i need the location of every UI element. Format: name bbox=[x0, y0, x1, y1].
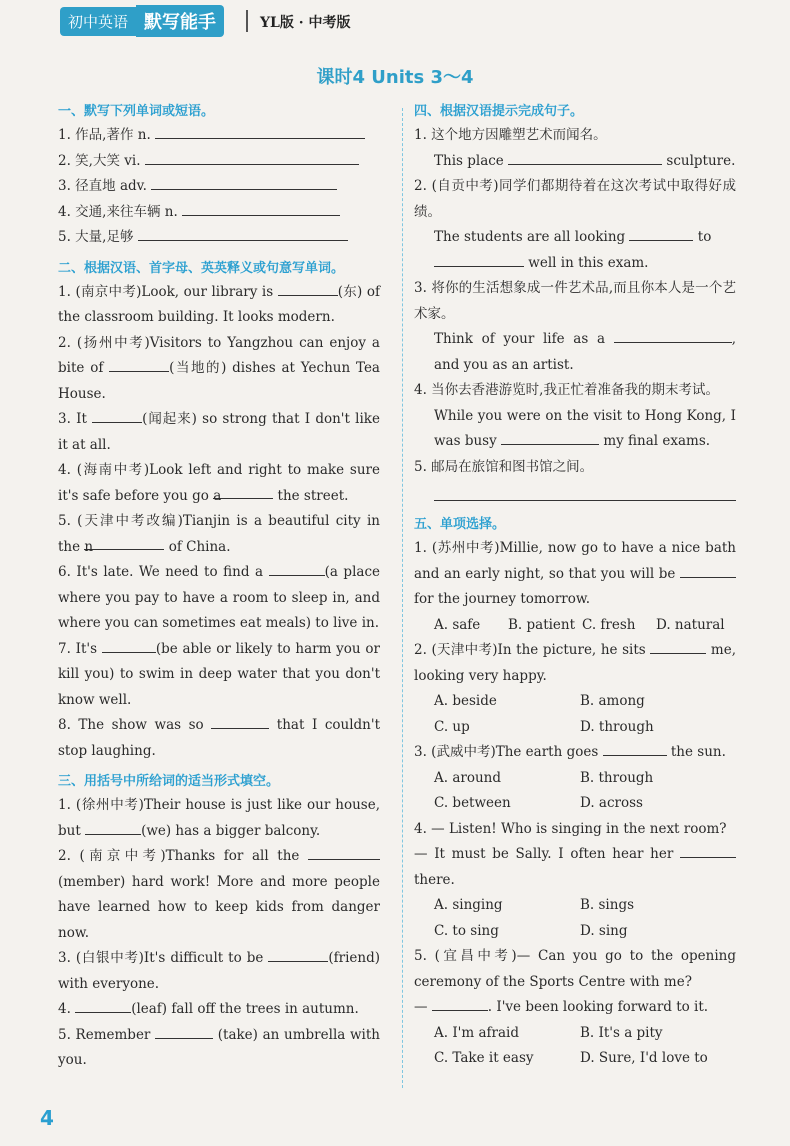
brand-small: 初中英语 bbox=[60, 7, 136, 36]
s4-q2-cn: 2. (自贡中考)同学们都期待着在这次考试中取得好成绩。 bbox=[414, 178, 736, 220]
s4-q3-cn: 3. 将你的生活想象成一件艺术品,而且你本人是一个艺术家。 bbox=[414, 280, 736, 322]
option[interactable]: D. Sure, I'd love to bbox=[580, 1050, 708, 1066]
option[interactable]: D. through bbox=[580, 718, 654, 735]
s2-q7: 7. It's (be able or likely to harm you or kill you) to swim in deep water that you don't know well. bbox=[58, 637, 380, 714]
answer-blank[interactable] bbox=[102, 638, 156, 653]
option[interactable]: B. through bbox=[580, 769, 654, 786]
answer-blank[interactable] bbox=[432, 996, 488, 1011]
option[interactable]: B. It's a pity bbox=[580, 1024, 663, 1041]
s2-q5: 5. (天津中考改编)Tianjin is a beautiful city in the n of China. bbox=[58, 513, 380, 555]
edition-label: YL版 · 中考版 bbox=[260, 15, 351, 31]
answer-blank[interactable] bbox=[614, 328, 732, 343]
s3-q5: 5. Remember (take) an umbrella with you. bbox=[58, 1023, 380, 1074]
answer-blank[interactable] bbox=[508, 150, 662, 165]
option[interactable]: B. patient bbox=[508, 616, 576, 633]
option[interactable]: C. to sing bbox=[434, 922, 499, 939]
s5-q2-options bbox=[414, 689, 736, 740]
s2-q8: 8. The show was so that I couldn't stop laughing. bbox=[58, 713, 380, 764]
section-2-heading: 二、根据汉语、首字母、英英释义或句意写单词。 bbox=[58, 260, 345, 276]
s5-q3: 3. (武威中考)The earth goes the sun. bbox=[414, 740, 736, 766]
s3-q3: 3. (白银中考)It's difficult to be (friend) with everyone. bbox=[58, 946, 380, 997]
answer-blank[interactable] bbox=[151, 175, 337, 190]
header bbox=[0, 0, 790, 42]
s4-q1-cn: 1. 这个地方因雕塑艺术而闻名。 bbox=[414, 127, 607, 143]
answer-blank[interactable] bbox=[278, 281, 338, 296]
s1-item-1: 1. 作品,著作 n. bbox=[58, 123, 380, 149]
column-divider bbox=[402, 108, 403, 1088]
answer-blank[interactable] bbox=[680, 843, 736, 858]
s1-item-3: 3. 径直地 adv. bbox=[58, 174, 380, 200]
option[interactable]: C. up bbox=[434, 718, 470, 735]
answer-line[interactable] bbox=[434, 484, 736, 501]
s4-q4-cn: 4. 当你去香港游览时,我正忙着准备我的期末考试。 bbox=[414, 382, 719, 398]
s5-q2: 2. (天津中考)In the picture, he sits me, looking very happy. bbox=[414, 638, 736, 689]
answer-blank[interactable] bbox=[603, 741, 667, 756]
s3-q4: 4. (leaf) fall off the trees in autumn. bbox=[58, 997, 380, 1023]
option[interactable]: D. natural bbox=[656, 616, 725, 633]
option[interactable]: A. beside bbox=[434, 693, 497, 709]
answer-blank[interactable] bbox=[92, 408, 142, 423]
s4-q4-en: While you were on the visit to Hong Kong, I was busy my final exams. bbox=[434, 407, 736, 449]
answer-blank[interactable] bbox=[182, 201, 340, 216]
s2-q3: 3. It (闻起来) so strong that I don't like it at all. bbox=[58, 407, 380, 458]
s5-q5: 5. (宜昌中考)— Can you go to the opening ceremony of the Sports Centre with me? — . I've been looking forward to it. bbox=[414, 948, 736, 1015]
answer-blank[interactable] bbox=[501, 430, 599, 445]
s4-q1-en: This place sculpture. bbox=[414, 149, 736, 175]
answer-blank[interactable] bbox=[75, 998, 131, 1013]
s2-q2: 2. (扬州中考)Visitors to Yangzhou can enjoy a bite of (当地的) dishes at Yechun Tea House. bbox=[58, 334, 380, 402]
answer-blank[interactable] bbox=[650, 639, 706, 654]
option[interactable]: B. among bbox=[580, 693, 645, 709]
answer-blank[interactable] bbox=[268, 947, 328, 962]
s5-q4-options bbox=[414, 893, 736, 944]
option[interactable]: C. between bbox=[434, 795, 511, 811]
section-4-heading: 四、根据汉语提示完成句子。 bbox=[414, 104, 584, 119]
option[interactable]: A. I'm afraid bbox=[434, 1024, 519, 1041]
s1-item-4: 4. 交通,来往车辆 n. bbox=[58, 200, 380, 226]
answer-blank[interactable] bbox=[138, 226, 348, 241]
s5-q5-options bbox=[414, 1021, 736, 1072]
s4-q5-cn: 5. 邮局在旅馆和图书馆之间。 bbox=[414, 458, 594, 475]
s5-q1: 1. (苏州中考)Millie, now go to have a nice bath and an early night, so that you will be for the journey tomorrow. bbox=[414, 540, 736, 607]
answer-blank[interactable] bbox=[211, 714, 269, 729]
option[interactable]: A. around bbox=[434, 769, 501, 786]
lesson-title: 课时4 Units 3～4 bbox=[316, 67, 474, 88]
s4-q3-en: Think of your life as a , and you as an artist. bbox=[414, 327, 736, 378]
s3-q2: 2. (南京中考)Thanks for all the (member) hard work! More and more people have learned how to keep kids from danger now. bbox=[58, 844, 380, 946]
page-number: 4 bbox=[40, 1106, 54, 1130]
option[interactable]: D. across bbox=[580, 795, 643, 811]
section-3-heading: 三、用括号中所给词的适当形式填空。 bbox=[58, 774, 280, 789]
brand-big: 默写能手 bbox=[136, 5, 224, 37]
option[interactable]: C. fresh bbox=[582, 616, 636, 633]
s1-item-2: 2. 笑,大笑 vi. bbox=[58, 149, 380, 175]
section-1-heading: 一、默写下列单词或短语。 bbox=[58, 104, 215, 119]
option[interactable]: A. singing bbox=[434, 897, 503, 913]
s3-q1: 1. (徐州中考)Their house is just like our house, but (we) has a bigger balcony. bbox=[58, 797, 380, 839]
answer-blank[interactable] bbox=[269, 561, 325, 576]
answer-blank[interactable]: a bbox=[213, 484, 273, 499]
answer-blank[interactable]: n bbox=[84, 535, 164, 550]
s5-q3-options bbox=[414, 766, 736, 817]
s5-q4: 4. — Listen! Who is singing in the next room? — It must be Sally. I often hear her there. bbox=[414, 817, 736, 894]
section-5-heading: 五、单项选择。 bbox=[414, 517, 506, 532]
s2-q1: 1. (南京中考)Look, our library is (东) of the classroom building. It looks modern. bbox=[58, 280, 380, 331]
header-divider bbox=[246, 10, 248, 32]
answer-blank[interactable] bbox=[155, 1024, 213, 1039]
right-column bbox=[414, 94, 736, 1072]
s5-q1-options bbox=[414, 613, 736, 639]
answer-blank[interactable] bbox=[155, 124, 365, 139]
s2-q4: 4. (海南中考)Look left and right to make sure it's safe before you go a the street. bbox=[58, 462, 380, 504]
answer-blank[interactable] bbox=[629, 226, 693, 241]
answer-blank[interactable] bbox=[680, 563, 736, 578]
s2-q6: 6. It's late. We need to find a (a place where you pay to have a room to sleep in, and where you can sometimes eat meals) to live in. bbox=[58, 560, 380, 637]
option[interactable]: A. safe bbox=[434, 616, 481, 633]
option[interactable]: D. sing bbox=[580, 922, 628, 939]
option[interactable]: C. Take it easy bbox=[434, 1050, 534, 1066]
answer-blank[interactable] bbox=[85, 820, 141, 835]
s1-item-5: 5. 大量,足够 bbox=[58, 225, 380, 251]
answer-blank[interactable] bbox=[145, 150, 359, 165]
answer-blank[interactable] bbox=[308, 845, 380, 860]
left-column bbox=[58, 94, 380, 1074]
answer-blank[interactable] bbox=[434, 252, 524, 267]
option[interactable]: B. sings bbox=[580, 897, 635, 913]
brand-logo bbox=[60, 6, 224, 36]
answer-blank[interactable] bbox=[109, 357, 169, 372]
s4-q2-en: The students are all looking to well in this exam. bbox=[414, 225, 736, 276]
